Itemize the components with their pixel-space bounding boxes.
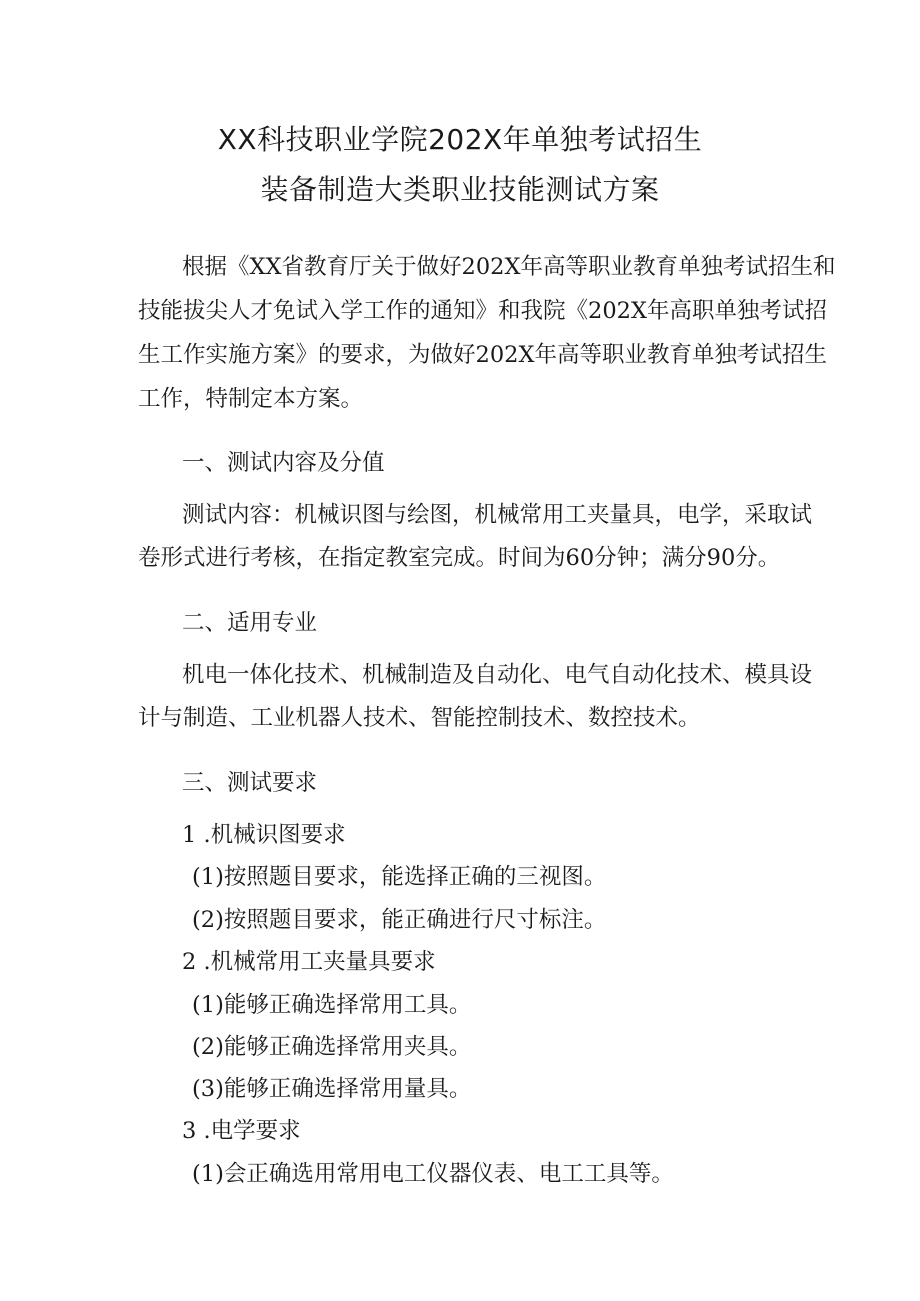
- document-title-line-2: 装备制造大类职业技能测试方案: [260, 173, 660, 206]
- subsection-3-item-1: (1)会正确选用常用电工仪器仪表、电工工具等。: [192, 1161, 674, 1187]
- subsection-3-heading: 3 .电学要求: [182, 1118, 301, 1144]
- section-2-line-1: 机电一体化技术、机械制造及自动化、电气自动化技术、模具设: [182, 662, 813, 688]
- section-2-heading: 二、适用专业: [182, 610, 318, 636]
- section-1-line-2: 卷形式进行考核，在指定教室完成。时间为60分钟；满分90分。: [138, 545, 781, 571]
- intro-line-4: 工作，特制定本方案。: [138, 386, 364, 412]
- intro-line-1: 根据《XX省教育厅关于做好202X年高等职业教育单独考试招生和: [182, 254, 836, 280]
- subsection-2-item-2: (2)能够正确选择常用夹具。: [192, 1034, 472, 1060]
- section-2-line-2: 计与制造、工业机器人技术、智能控制技术、数控技术。: [138, 705, 701, 731]
- section-3-heading: 三、测试要求: [182, 770, 318, 796]
- subsection-2-item-1: (1)能够正确选择常用工具。: [192, 992, 472, 1018]
- intro-line-3: 生工作实施方案》的要求，为做好202X年高等职业教育单独考试招生: [138, 342, 827, 368]
- subsection-1-heading: 1 .机械识图要求: [182, 822, 346, 848]
- subsection-1-item-2: (2)按照题目要求，能正确进行尺寸标注。: [192, 907, 607, 933]
- document-title-line-1: XX科技职业学院202X年单独考试招生: [217, 123, 703, 156]
- subsection-2-heading: 2 .机械常用工夹量具要求: [182, 949, 436, 975]
- subsection-2-item-3: (3)能够正确选择常用量具。: [192, 1076, 472, 1102]
- section-1-heading: 一、测试内容及分值: [182, 450, 385, 476]
- intro-line-2: 技能拔尖人才免试入学工作的通知》和我院《202X年高职单独考试招: [138, 298, 827, 324]
- section-1-line-1: 测试内容：机械识图与绘图，机械常用工夹量具，电学，采取试: [182, 502, 813, 528]
- subsection-1-item-1: (1)按照题目要求，能选择正确的三视图。: [192, 864, 607, 890]
